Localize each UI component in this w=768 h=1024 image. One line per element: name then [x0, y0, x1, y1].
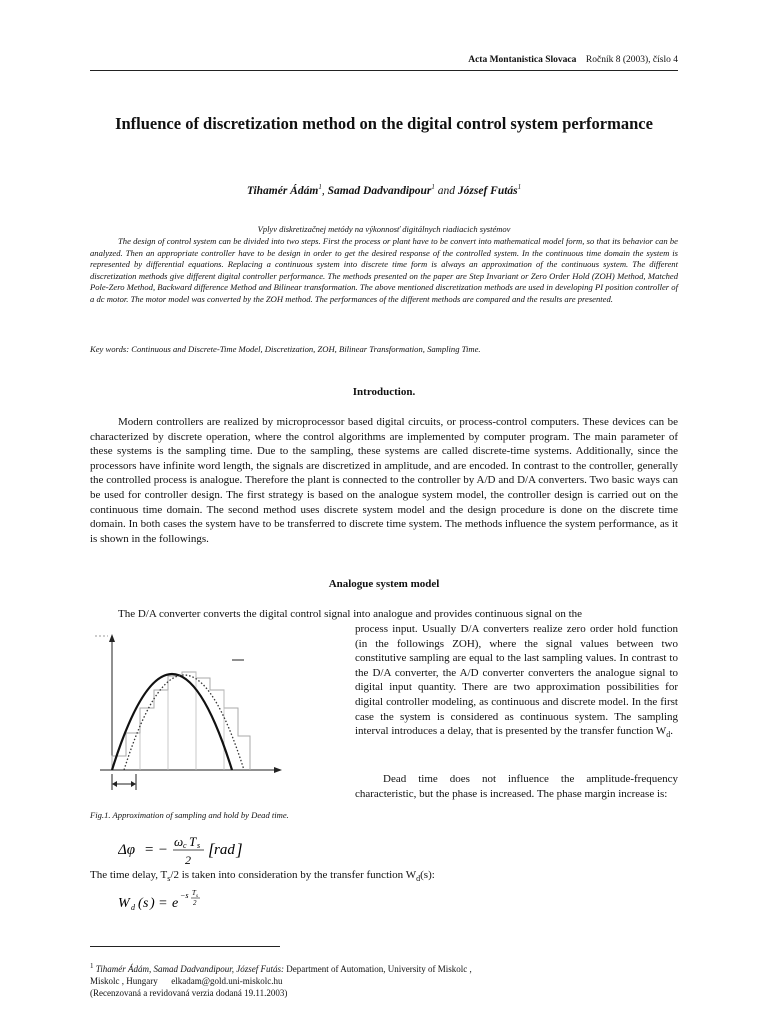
- svg-text:) =: ) =: [150, 896, 168, 911]
- keywords: Key words: Continuous and Discrete-Time Model, Discretization, ZOH, Bilinear Transformation, Sampling Time.: [90, 344, 481, 354]
- svg-text:s: s: [197, 841, 201, 850]
- continuous-signal-curve: [112, 674, 232, 770]
- svg-text:−s: −s: [180, 891, 189, 900]
- running-header: [468, 55, 678, 65]
- footnote-line-1: $^1$ Tihamér Ádám, Samad Dadvandipour, József Futás: Department of Automation, University of Miskolc ,: [90, 962, 472, 974]
- delay-arrow-head: [112, 781, 117, 787]
- svg-text:Δφ: Δφ: [118, 842, 136, 858]
- abstract: The design of control system can be divided into two steps. First the process or plant have to be convert into mathematical model form, so that its behavior can be analyzed. Then an appropriate controller have to be design in order to get the desired response of the controlled system. In the continuous time domain the system is represented by differential equations. Replacing a continuous system into discrete time form is always an approximation of the continuous system. The different discretization methods give different digital controller performance. The methods presented on the paper are Step Invariant or Zero Order Hold (ZOH) Method, Matched Pole-Zero Method, Backward difference Method and Bilinear transformation. The above mentioned discretization methods are used in developing PI position controller of a dc motor. The motor model was converted by the ZOH method. The performances of the different methods are compared and the results are presented.: [90, 236, 678, 304]
- y-axis-arrow: [109, 634, 115, 642]
- equation-transfer-function: [118, 888, 238, 919]
- time-delay-sentence: The time delay, $T_s/2$ is taken into consideration by the transfer function $W_d(s)$:: [90, 869, 435, 884]
- introduction-paragraph: Modern controllers are realized by microprocessor based digital circuits, or process-control computers. These devices can be characterized by discrete operation, where the control algorithms are implemented by computer program. The main parameter of these systems is the sampling time. Due to the sampling, these systems are called discrete-time systems. Additionally, since the processors have infinite word length, the signals are discretized in amplitude, and are encoded. In contrast to the controller, generally the controlled process is analogue. Therefore the plant is connected to the controller by A/D and D/A converters. Two basic ways can be used for controller design. The first strategy is based on the analogue system model, the controller design is carried out on the continuous time domain. The second method uses discrete system model and the design procedure is done on the discrete time domain. In both cases the system have to be transferred to discrete time system. The methods influence the system performance, as it is shown in the followings.: [90, 416, 678, 545]
- figure-1-sampling-plot: [90, 628, 340, 803]
- dead-time-paragraph: Dead time does not influence the amplitude-frequency characteristic, but the phase is increased. The phase margin increase is:: [355, 773, 678, 800]
- svg-text:2: 2: [193, 899, 197, 907]
- footnote-line-2: Miskolc , Hungary elkadam@gold.uni-miskolc.hu: [90, 976, 283, 986]
- svg-text:[: [: [208, 840, 215, 859]
- author-2: Samad Dadvandipour: [327, 184, 432, 197]
- author-3: József Futás: [457, 184, 518, 197]
- svg-text:T: T: [189, 834, 197, 849]
- svg-text:d: d: [131, 903, 135, 912]
- author-1: Tihamér Ádám: [246, 184, 319, 197]
- svg-text:s: s: [143, 896, 149, 911]
- paper-title: Influence of discretization method on the digital control system performance: [115, 114, 653, 133]
- author-conjunction: and: [437, 184, 456, 197]
- journal-name: Acta Montanistica Slovaca: [468, 55, 577, 65]
- analogue-paragraph-cont: process input. Usually D/A converters realize zero order hold function (in the followings ZOH), where the signal values between two constitutive sampling are equal to the last sampling values. In contrast to the D/A converter, the A/D converter converters the analogue signal to digital input quantity. There are two approximation possibilities for digital controller modeling, as continuous and discrete model. In the first case the system is considered as continuous system. The sampling interval introduces a delay, that is presented by the transfer function $W_d$.: [355, 623, 678, 740]
- slovak-title: Vplyv diskretizačnej metódy na výkonnosť digitálnych riadiacich systémov: [257, 224, 511, 234]
- svg-text:= −: = −: [144, 842, 168, 858]
- svg-text:W: W: [118, 896, 130, 911]
- svg-text:e: e: [172, 896, 179, 911]
- delay-arrow-head: [131, 781, 136, 787]
- figure-caption: Fig.1. Approximation of sampling and hold by Dead time.: [90, 810, 289, 820]
- author-line: Tihamér Ádám$^1$, Samad Dadvandipour$^1$ and József Futás$^1$: [246, 183, 522, 197]
- delayed-signal-curve: [124, 675, 244, 770]
- x-axis-arrow: [274, 767, 282, 773]
- zoh-staircase: [112, 672, 250, 770]
- footnote-rule: [90, 946, 280, 947]
- footnote-line-3: (Recenzovaná a revidovaná verzia dodaná 19.11.2003): [90, 988, 288, 998]
- footnote: [90, 960, 472, 999]
- svg-text:s: s: [196, 894, 198, 899]
- svg-text:]: ]: [236, 840, 243, 859]
- svg-text:c: c: [183, 841, 187, 850]
- analogue-paragraph-start: The D/A converter converts the digital control signal into analogue and provides continuous signal on the: [118, 608, 583, 620]
- svg-text:2: 2: [185, 853, 191, 867]
- equation-2-render: [118, 888, 238, 914]
- equation-phase-margin: [118, 833, 278, 872]
- svg-text:(: (: [138, 896, 143, 911]
- svg-text:ω: ω: [174, 834, 184, 849]
- header-rule: [90, 70, 678, 71]
- svg-text:T: T: [192, 889, 196, 897]
- equation-1-render: [118, 833, 278, 867]
- section-heading-analogue: Analogue system model: [328, 578, 440, 590]
- svg-text:rad: rad: [214, 842, 235, 858]
- issue-info: Ročník 8 (2003), číslo 4: [585, 55, 678, 65]
- section-heading-introduction: Introduction.: [352, 386, 416, 398]
